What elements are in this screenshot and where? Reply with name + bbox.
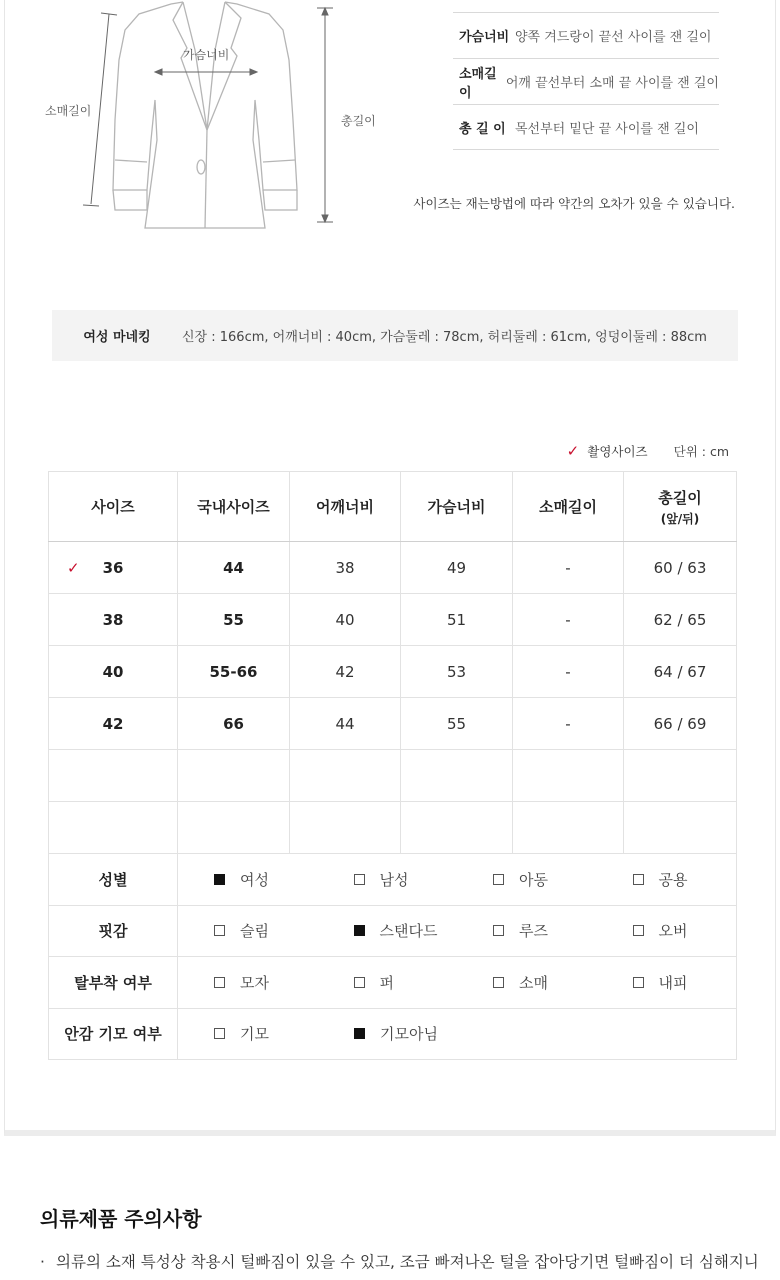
notice-item — [40, 1250, 760, 1275]
sleeve-cell: - — [513, 594, 624, 646]
definition-desc: 목선부터 밑단 끝 사이를 잰 길이 — [515, 121, 699, 137]
option-label: 루즈 — [519, 922, 548, 941]
header-shoulder: 어깨너비 — [290, 472, 401, 542]
empty-row — [49, 802, 737, 854]
attribute-label: 안감 기모 여부 — [49, 1008, 178, 1060]
option-fleece — [178, 1023, 318, 1044]
option-label: 모자 — [240, 973, 269, 992]
definition-term: 소매길이 — [459, 66, 497, 101]
total-cell: 62 / 65 — [624, 594, 737, 646]
total-cell: 64 / 67 — [624, 646, 737, 698]
empty-cell — [178, 750, 290, 802]
attribute-row-detachable — [49, 957, 737, 1009]
shoulder-cell: 38 — [290, 542, 401, 594]
option-liner — [597, 972, 737, 993]
option-unisex — [597, 869, 737, 890]
size-value: 38 — [102, 610, 124, 629]
notice-title: 의류제품 주의사항 — [40, 1207, 202, 1231]
definition-desc: 양쪽 겨드랑이 끝선 사이를 잰 길이 — [515, 30, 712, 45]
size-value: 40 — [102, 662, 124, 681]
sleeve-length-label: 소매길이 — [45, 104, 92, 118]
option-label: 공용 — [658, 870, 688, 889]
option-label: 여성 — [240, 870, 269, 889]
option-label: 슬림 — [240, 922, 269, 941]
measurement-definitions — [453, 12, 719, 150]
attribute-options — [178, 905, 737, 957]
option-label: 오버 — [658, 922, 688, 941]
size-cell — [49, 698, 178, 750]
option-fur — [318, 972, 458, 993]
size-guide-panel — [4, 0, 776, 1136]
attribute-label: 핏감 — [49, 905, 178, 957]
domestic-cell: 44 — [178, 542, 290, 594]
unchecked-box-icon — [633, 977, 644, 988]
attribute-options — [178, 957, 737, 1009]
unit-label: 단위 : cm — [673, 444, 729, 459]
size-cell — [49, 594, 178, 646]
empty-cell — [290, 802, 401, 854]
table-row — [49, 542, 737, 594]
chest-cell: 51 — [401, 594, 513, 646]
option-label: 남성 — [379, 870, 409, 889]
header-chest: 가슴너비 — [401, 472, 513, 542]
empty-cell — [401, 802, 513, 854]
model-info-box — [52, 310, 738, 361]
checked-box-icon — [214, 874, 225, 885]
table-legend — [567, 442, 729, 460]
definition-desc: 어깨 끝선부터 소매 끝 사이를 잰 길이 — [505, 76, 719, 91]
bullet: · — [40, 1253, 45, 1271]
size-cell — [49, 646, 178, 698]
check-icon: ✓ — [566, 442, 580, 460]
attribute-row-gender — [49, 854, 737, 906]
unchecked-box-icon — [633, 874, 644, 885]
header-total-sub: (앞/뒤) — [660, 511, 700, 526]
notice-text: 의류의 소재 특성상 착용시 털빠짐이 있을 수 있고, 조금 빠져나온 털을 잡아당기면 털빠짐이 더 심해지니 — [56, 1253, 759, 1271]
empty-cell — [401, 750, 513, 802]
option-loose — [457, 920, 597, 941]
header-domestic: 국내사이즈 — [178, 472, 290, 542]
header-total-label: 총길이 — [658, 488, 702, 507]
header-size: 사이즈 — [49, 472, 178, 542]
option-label: 기모 — [240, 1025, 269, 1044]
definition-term: 가슴너비 — [459, 30, 510, 45]
attribute-options — [178, 1008, 737, 1060]
size-value: 42 — [102, 714, 124, 733]
size-value: 36 — [102, 558, 124, 577]
chest-cell: 53 — [401, 646, 513, 698]
option-label: 아동 — [519, 870, 548, 889]
empty-cell — [49, 750, 178, 802]
option-label: 소매 — [519, 973, 548, 992]
attribute-options — [178, 854, 737, 906]
option-female — [178, 869, 318, 890]
shot-size-label: 촬영사이즈 — [587, 444, 648, 459]
checked-box-icon — [354, 1028, 365, 1039]
table-row — [49, 594, 737, 646]
option-male — [318, 869, 458, 890]
empty-row — [49, 750, 737, 802]
total-length-label: 총길이 — [341, 114, 376, 128]
definition-row — [453, 58, 719, 104]
option-sleeve — [457, 972, 597, 993]
empty-cell — [178, 802, 290, 854]
table-row — [49, 646, 737, 698]
definition-term: 총 길 이 — [459, 121, 506, 137]
measurement-note: 사이즈는 재는방법에 따라 약간의 오차가 있을 수 있습니다. — [413, 196, 735, 211]
table-row — [49, 698, 737, 750]
option-kids — [457, 869, 597, 890]
chest-cell: 49 — [401, 542, 513, 594]
unchecked-box-icon — [214, 925, 225, 936]
domestic-cell: 66 — [178, 698, 290, 750]
shoulder-cell: 40 — [290, 594, 401, 646]
unchecked-box-icon — [493, 977, 504, 988]
option-slim — [178, 920, 318, 941]
checked-box-icon — [354, 925, 365, 936]
domestic-cell: 55 — [178, 594, 290, 646]
size-table — [48, 471, 737, 1060]
unchecked-box-icon — [354, 977, 365, 988]
model-label: 여성 마네킹 — [83, 330, 151, 345]
option-label: 퍼 — [379, 973, 394, 992]
empty-cell — [290, 750, 401, 802]
empty-cell — [49, 802, 178, 854]
option-label: 내피 — [658, 973, 688, 992]
shoulder-cell: 44 — [290, 698, 401, 750]
empty-cell — [513, 750, 624, 802]
shoulder-cell: 42 — [290, 646, 401, 698]
option-no-fleece — [318, 1023, 458, 1044]
sleeve-cell: - — [513, 542, 624, 594]
option-over — [597, 920, 737, 941]
domestic-cell: 55-66 — [178, 646, 290, 698]
sleeve-cell: - — [513, 698, 624, 750]
unchecked-box-icon — [633, 925, 644, 936]
model-measurements: 신장 : 166cm, 어깨너비 : 40cm, 가슴둘레 : 78cm, 허리둘레 : 61cm, 엉덩이둘레 : 88cm — [182, 330, 707, 345]
definition-row — [453, 104, 719, 150]
option-label: 스탠다드 — [379, 922, 438, 941]
size-cell — [49, 542, 178, 594]
chest-width-label: 가슴너비 — [183, 48, 230, 62]
empty-cell — [624, 750, 737, 802]
option-standard — [318, 920, 458, 941]
empty-cell — [513, 802, 624, 854]
option-label: 기모아님 — [380, 1025, 438, 1044]
unchecked-box-icon — [493, 874, 504, 885]
attribute-label: 성별 — [49, 854, 178, 906]
check-icon: ✓ — [67, 558, 80, 577]
empty-cell — [624, 802, 737, 854]
attribute-label: 탈부착 여부 — [49, 957, 178, 1009]
jacket-measurement-diagram — [35, 0, 415, 240]
definition-row — [453, 12, 719, 58]
unchecked-box-icon — [354, 874, 365, 885]
unchecked-box-icon — [493, 925, 504, 936]
attribute-row-lining — [49, 1008, 737, 1060]
table-header-row — [49, 472, 737, 542]
attribute-row-fit — [49, 905, 737, 957]
unchecked-box-icon — [214, 977, 225, 988]
total-cell: 66 / 69 — [624, 698, 737, 750]
option-hood — [178, 972, 318, 993]
chest-cell: 55 — [401, 698, 513, 750]
header-sleeve: 소매길이 — [513, 472, 624, 542]
unchecked-box-icon — [214, 1028, 225, 1039]
total-cell: 60 / 63 — [624, 542, 737, 594]
sleeve-cell: - — [513, 646, 624, 698]
header-total — [624, 472, 737, 542]
